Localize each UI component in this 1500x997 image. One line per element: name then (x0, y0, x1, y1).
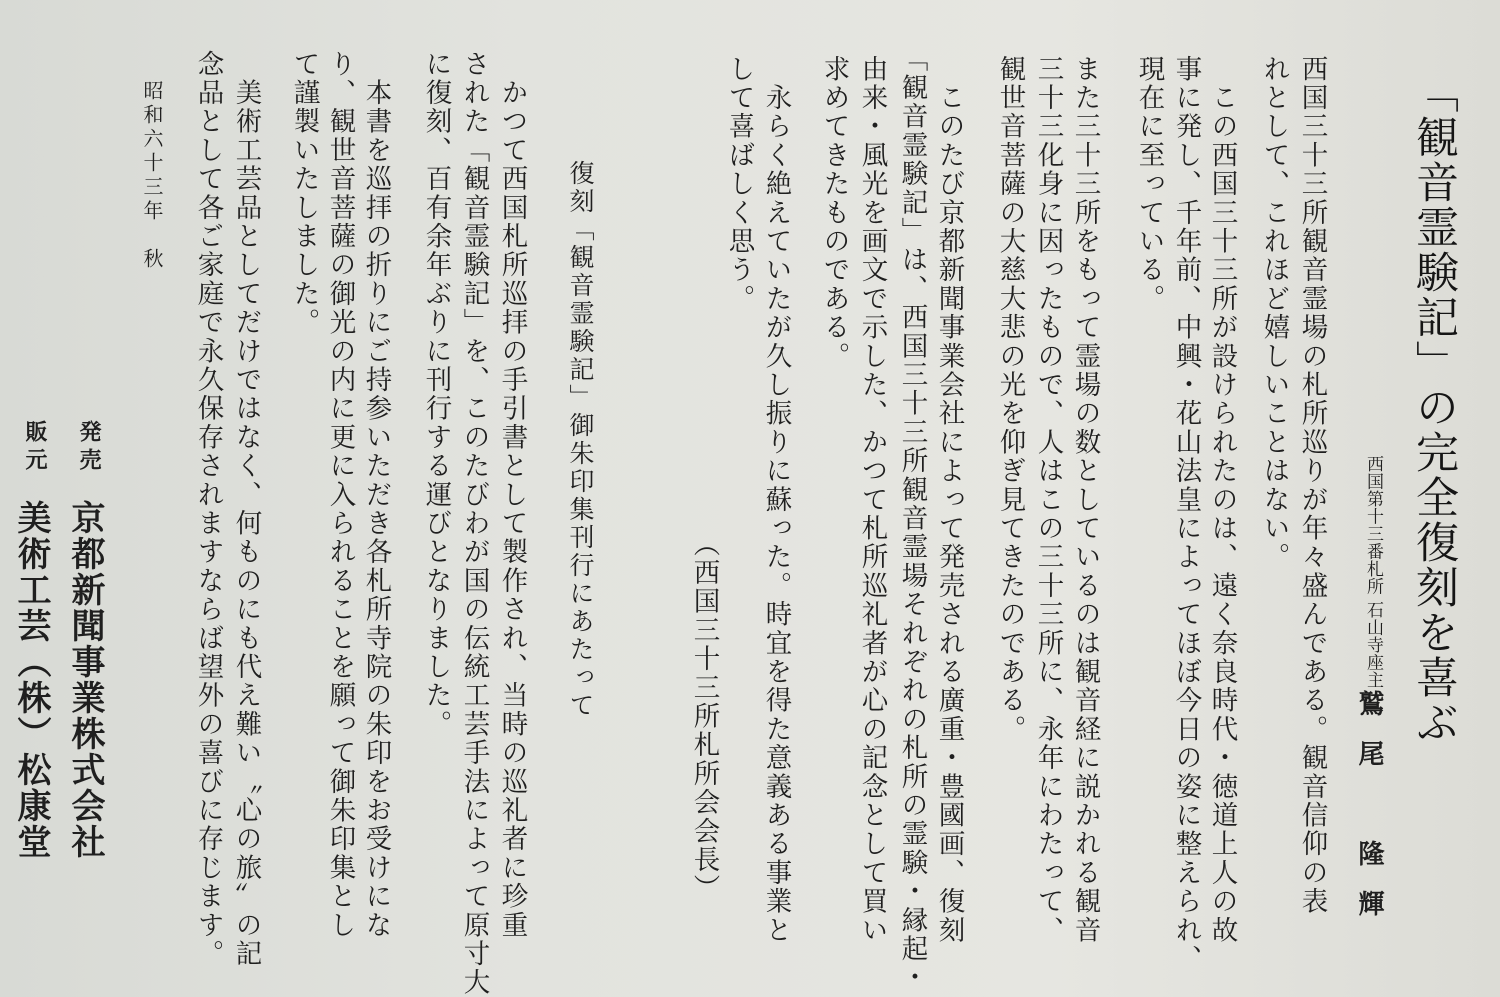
article-line: 現在に至っている。 (1133, 55, 1165, 314)
page-title: 「観音霊験記」の完全復刻を喜ぶ (1409, 70, 1459, 745)
section-line: 念品として各ご家庭で永久保存されますならば望外の喜びに存じます。 (192, 50, 224, 969)
section-line: に復刻、百有余年ぶりに刊行する運びとなりました。 (420, 50, 452, 739)
article-signature: （西国三十三所札所会会長） (688, 530, 720, 904)
section-line: て謹製いたしました。 (288, 50, 320, 337)
section-line: り、観世音菩薩の御光の内に更に入られることを願って御朱印集とし (324, 50, 356, 940)
article-line: 由来・風光を画文で示した、かつて札所巡礼者が心の記念として買い (856, 55, 888, 945)
date-line: 昭和六十三年 秋 (140, 80, 164, 272)
publisher-label: 販元 (22, 420, 48, 476)
section-line: 本書を巡拝の折りにご持参いただき各札所寺院の朱印をお受けにな (360, 50, 392, 940)
publisher-name: 美術工芸（株）松康堂 (11, 500, 51, 860)
article-line: 求めてきたものである。 (818, 55, 850, 371)
article-line: 事に発し、千年前、中興・花山法皇によってほぼ今日の姿に整えられ、 (1170, 55, 1202, 974)
article-line: 西国三十三所観音霊場の札所巡りが年々盛んである。観音信仰の表 (1296, 55, 1328, 916)
section-line: された「観音霊験記」を、このたびわが国の伝統工芸手法によって原寸大 (458, 50, 490, 997)
article-line: このたび京都新聞事業会社によって発売される廣重・豊國画、復刻 (933, 55, 965, 945)
article-line: 永らく絶えていたが久し振りに蘇った。時宜を得た意義ある事業と (760, 55, 792, 945)
article-line: 「観音霊験記」は、西国三十三所観音霊場それぞれの札所の霊験・縁起・ (896, 45, 928, 993)
section-line: かつて西国札所巡拝の手引書として製作され、当時の巡礼者に珍重 (496, 50, 528, 940)
article-line: 観世音菩薩の大慈大悲の光を仰ぎ見てきたのである。 (994, 55, 1026, 744)
article-line: して喜ばしく思う。 (723, 55, 755, 314)
article-line: れとして、これほど嬉しいことはない。 (1258, 55, 1290, 572)
publisher-name: 京都新聞事業株式会社 (65, 500, 105, 860)
article-line: この西国三十三所が設けられたのは、遠く奈良時代・徳道上人の故 (1206, 55, 1238, 945)
section-heading: 復刻「観音霊験記」御朱印集刊行にあたって (566, 160, 595, 720)
publisher-label: 発売 (76, 420, 102, 476)
article-line: また三十三所をもって霊場の数としているのは観音経に説かれる観音 (1069, 55, 1101, 945)
author-position: 西国第十三番札所 石山寺座主 (1363, 455, 1383, 689)
author-name: 鷲尾 隆輝 (1354, 690, 1384, 940)
section-line: 美術工芸品としてだけではなく、何ものにも代え難い〝心の旅〟の記 (230, 50, 262, 969)
article-line: 三十三化身に因ったもので、人はこの三十三所に、永年にわたって、 (1032, 55, 1064, 945)
